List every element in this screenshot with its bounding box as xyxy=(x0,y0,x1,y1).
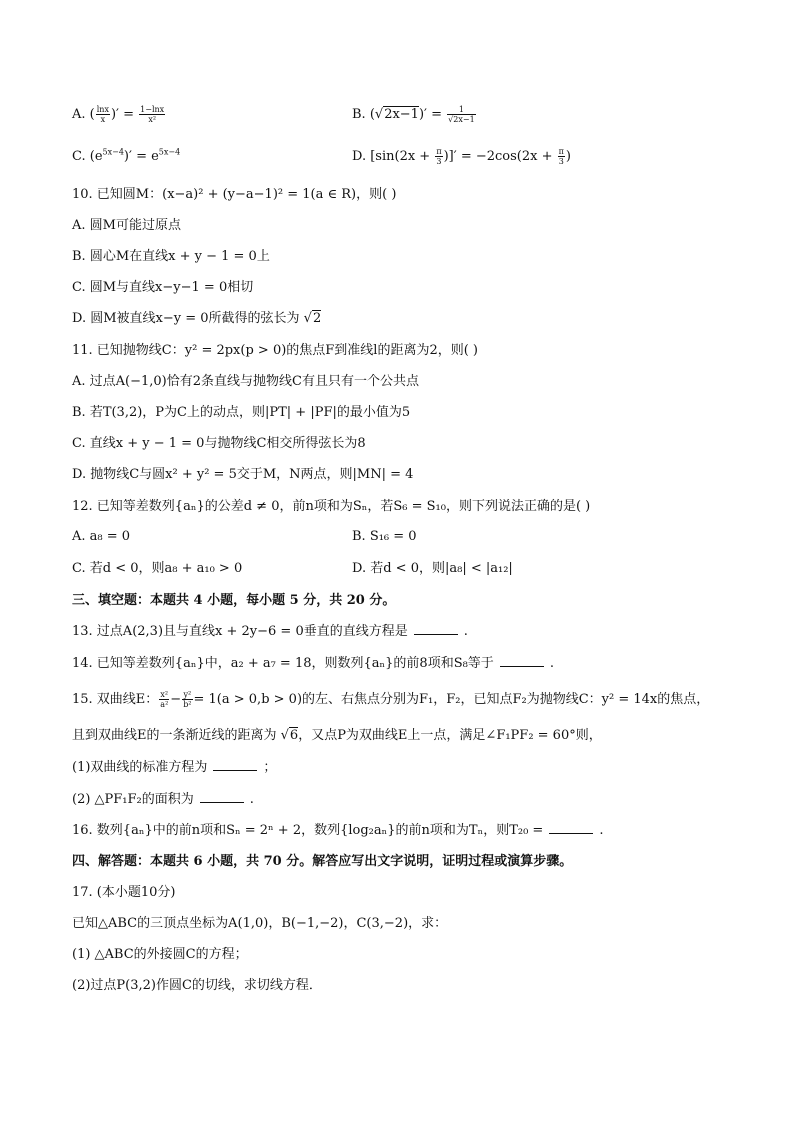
q13 xyxy=(72,622,468,642)
q15-frac-y-num: y² xyxy=(183,690,192,699)
section-3-heading: 三、填空题：本题共 4 小题，每小题 5 分，共 20 分。 xyxy=(72,593,396,608)
q9-a-mid: )′ = xyxy=(110,107,135,122)
q15-part1-answer-blank[interactable] xyxy=(213,759,257,771)
q15-prefix: 15. 双曲线E： xyxy=(72,692,159,707)
q13-end: . xyxy=(463,624,468,639)
q9-d-frac2 xyxy=(558,147,565,166)
q15-part1-text: (1)双曲线的标准方程为 xyxy=(72,760,208,775)
q15-part2-end: . xyxy=(249,792,254,807)
q9-b-den: √2x−1 xyxy=(448,115,475,124)
q14-text: 14. 已知等差数列{aₙ}中，a₂ + a₇ = 18，则数列{aₙ}的前8项和S₈等于 xyxy=(72,656,494,671)
q10-option-a: A. 圆M可能过原点 xyxy=(72,218,181,233)
q16-end: . xyxy=(599,823,604,838)
q9-d-num2: π xyxy=(558,147,564,156)
q12-option-c: C. 若d < 0，则a₈ + a₁₀ > 0 xyxy=(72,561,243,576)
q10-d-text: D. 圆M被直线x−y = 0所截得的弦长为 √ xyxy=(72,311,312,326)
q12-option-a: A. a₈ = 0 xyxy=(72,529,131,544)
q9-d-frac1 xyxy=(435,147,442,166)
q15-line1-rest: = 1(a > 0,b > 0)的左、右焦点分别为F₁，F₂，已知点F₂为抛物线C：y² = 14x的焦点， xyxy=(193,692,710,707)
q9-c-sup2: 5x−4 xyxy=(158,147,181,157)
q15-part2 xyxy=(72,790,254,810)
q12-option-b: B. S₁₆ = 0 xyxy=(352,529,417,544)
q9-a-den2: x² xyxy=(148,115,157,124)
q17-heading: 17. (本小题10分) xyxy=(72,885,176,900)
q15-frac-x-num: x² xyxy=(160,690,169,699)
q15-part2-answer-blank[interactable] xyxy=(200,791,244,803)
q16-answer-blank[interactable] xyxy=(549,822,593,834)
q15-frac-y xyxy=(182,690,192,709)
q10-option-d xyxy=(72,309,321,329)
q15-line2-text: 且到双曲线E的一条渐近线的距离为 √ xyxy=(72,728,289,743)
q17-part1: (1) △ABC的外接圆C的方程； xyxy=(72,947,248,962)
q9-c-sup: 5x−4 xyxy=(102,147,124,157)
q9-c-prefix: C. (e xyxy=(72,149,103,164)
q15-frac-y-den: b² xyxy=(183,700,192,709)
q16-text: 16. 数列{aₙ}中的前n项和Sₙ = 2ⁿ + 2，数列{log₂aₙ}的前n项和为Tₙ，则T₂₀ = xyxy=(72,823,544,838)
q12-option-d: D. 若d < 0，则|a₈| < |a₁₂| xyxy=(352,561,513,576)
q15-part2-text: (2) △PF₁F₂的面积为 xyxy=(72,792,194,807)
q11-option-c: C. 直线x + y − 1 = 0与抛物线C相交所得弦长为8 xyxy=(72,436,366,451)
q9-d-den: 3 xyxy=(436,157,442,166)
q11-option-d: D. 抛物线C与圆x² + y² = 5交于M，N两点，则|MN| = 4 xyxy=(72,467,414,482)
q10-d-radicand: 2 xyxy=(312,311,322,326)
q9-option-a xyxy=(72,104,166,126)
q15-frac-x xyxy=(159,690,169,709)
q9-a-den: x xyxy=(100,115,106,124)
q11-option-a: A. 过点A(−1,0)恰有2条直线与抛物线C有且只有一个公共点 xyxy=(72,374,419,389)
q9-d-end: ) xyxy=(565,149,571,164)
q9-a-frac2 xyxy=(139,105,165,124)
q9-d-mid: )]′ = −2cos(2x + xyxy=(443,149,553,164)
q15-frac-x-den: a² xyxy=(160,700,169,709)
q13-answer-blank[interactable] xyxy=(414,623,458,635)
q9-option-c xyxy=(72,146,180,168)
q12-stem: 12. 已知等差数列{aₙ}的公差d ≠ 0，前n项和为Sₙ，若S₆ = S₁₀，则下列说法正确的是( ) xyxy=(72,499,591,514)
q14-end: . xyxy=(549,656,554,671)
q15-minus: − xyxy=(170,692,182,707)
q9-d-den2: 3 xyxy=(558,157,564,166)
q9-b-num: 1 xyxy=(447,105,476,115)
q10-option-b: B. 圆心M在直线x + y − 1 = 0上 xyxy=(72,249,270,264)
q15-line1 xyxy=(72,688,709,712)
q15-part1-end: ； xyxy=(263,760,277,775)
q14 xyxy=(72,654,554,674)
q15-line2-rest: ，又点P为双曲线E上一点，满足∠F₁PF₂ = 60°则， xyxy=(298,728,602,743)
q9-option-b xyxy=(352,104,477,126)
q15-line2-radicand: 6 xyxy=(289,728,299,743)
q9-a-num2: 1−lnx xyxy=(140,105,165,114)
q15-part1 xyxy=(72,758,276,778)
q14-answer-blank[interactable] xyxy=(500,655,544,667)
q9-option-d xyxy=(352,146,571,168)
q17-stem: 已知△ABC的三顶点坐标为A(1,0)，B(−1,−2)，C(3,−2)，求： xyxy=(72,916,448,931)
q16 xyxy=(72,821,603,841)
q9-a-num: lnx xyxy=(96,105,109,114)
q9-b-radicand: 2x−1 xyxy=(384,107,419,122)
section-4-heading: 四、解答题：本题共 6 小题，共 70 分。解答应写出文字说明，证明过程或演算步骤。 xyxy=(72,854,573,869)
q10-option-c: C. 圆M与直线x−y−1 = 0相切 xyxy=(72,280,254,295)
q9-d-num: π xyxy=(436,147,442,156)
q13-text: 13. 过点A(2,3)且与直线x + 2y−6 = 0垂直的直线方程是 xyxy=(72,624,408,639)
q9-d-prefix: D. [sin(2x + xyxy=(352,149,431,164)
q9-b-mid: )′ = xyxy=(418,107,443,122)
q9-b-frac xyxy=(447,105,476,124)
q15-line2 xyxy=(72,726,602,746)
q10-stem: 10. 已知圆M：(x−a)² + (y−a−1)² = 1(a ∈ R)，则( ) xyxy=(72,187,397,202)
q11-option-b: B. 若T(3,2)，P为C上的动点，则|PT| + |PF|的最小值为5 xyxy=(72,405,411,420)
q11-stem: 11. 已知抛物线C：y² = 2px(p > 0)的焦点F到准线l的距离为2，则( ) xyxy=(72,343,479,358)
q9-b-prefix: B. (√ xyxy=(352,107,384,122)
q17-part2: (2)过点P(3,2)作圆C的切线，求切线方程． xyxy=(72,978,322,993)
q9-a-frac1 xyxy=(96,105,110,124)
q9-a-prefix: A. ( xyxy=(72,107,95,122)
q9-c-mid: )′ = e xyxy=(123,149,159,164)
